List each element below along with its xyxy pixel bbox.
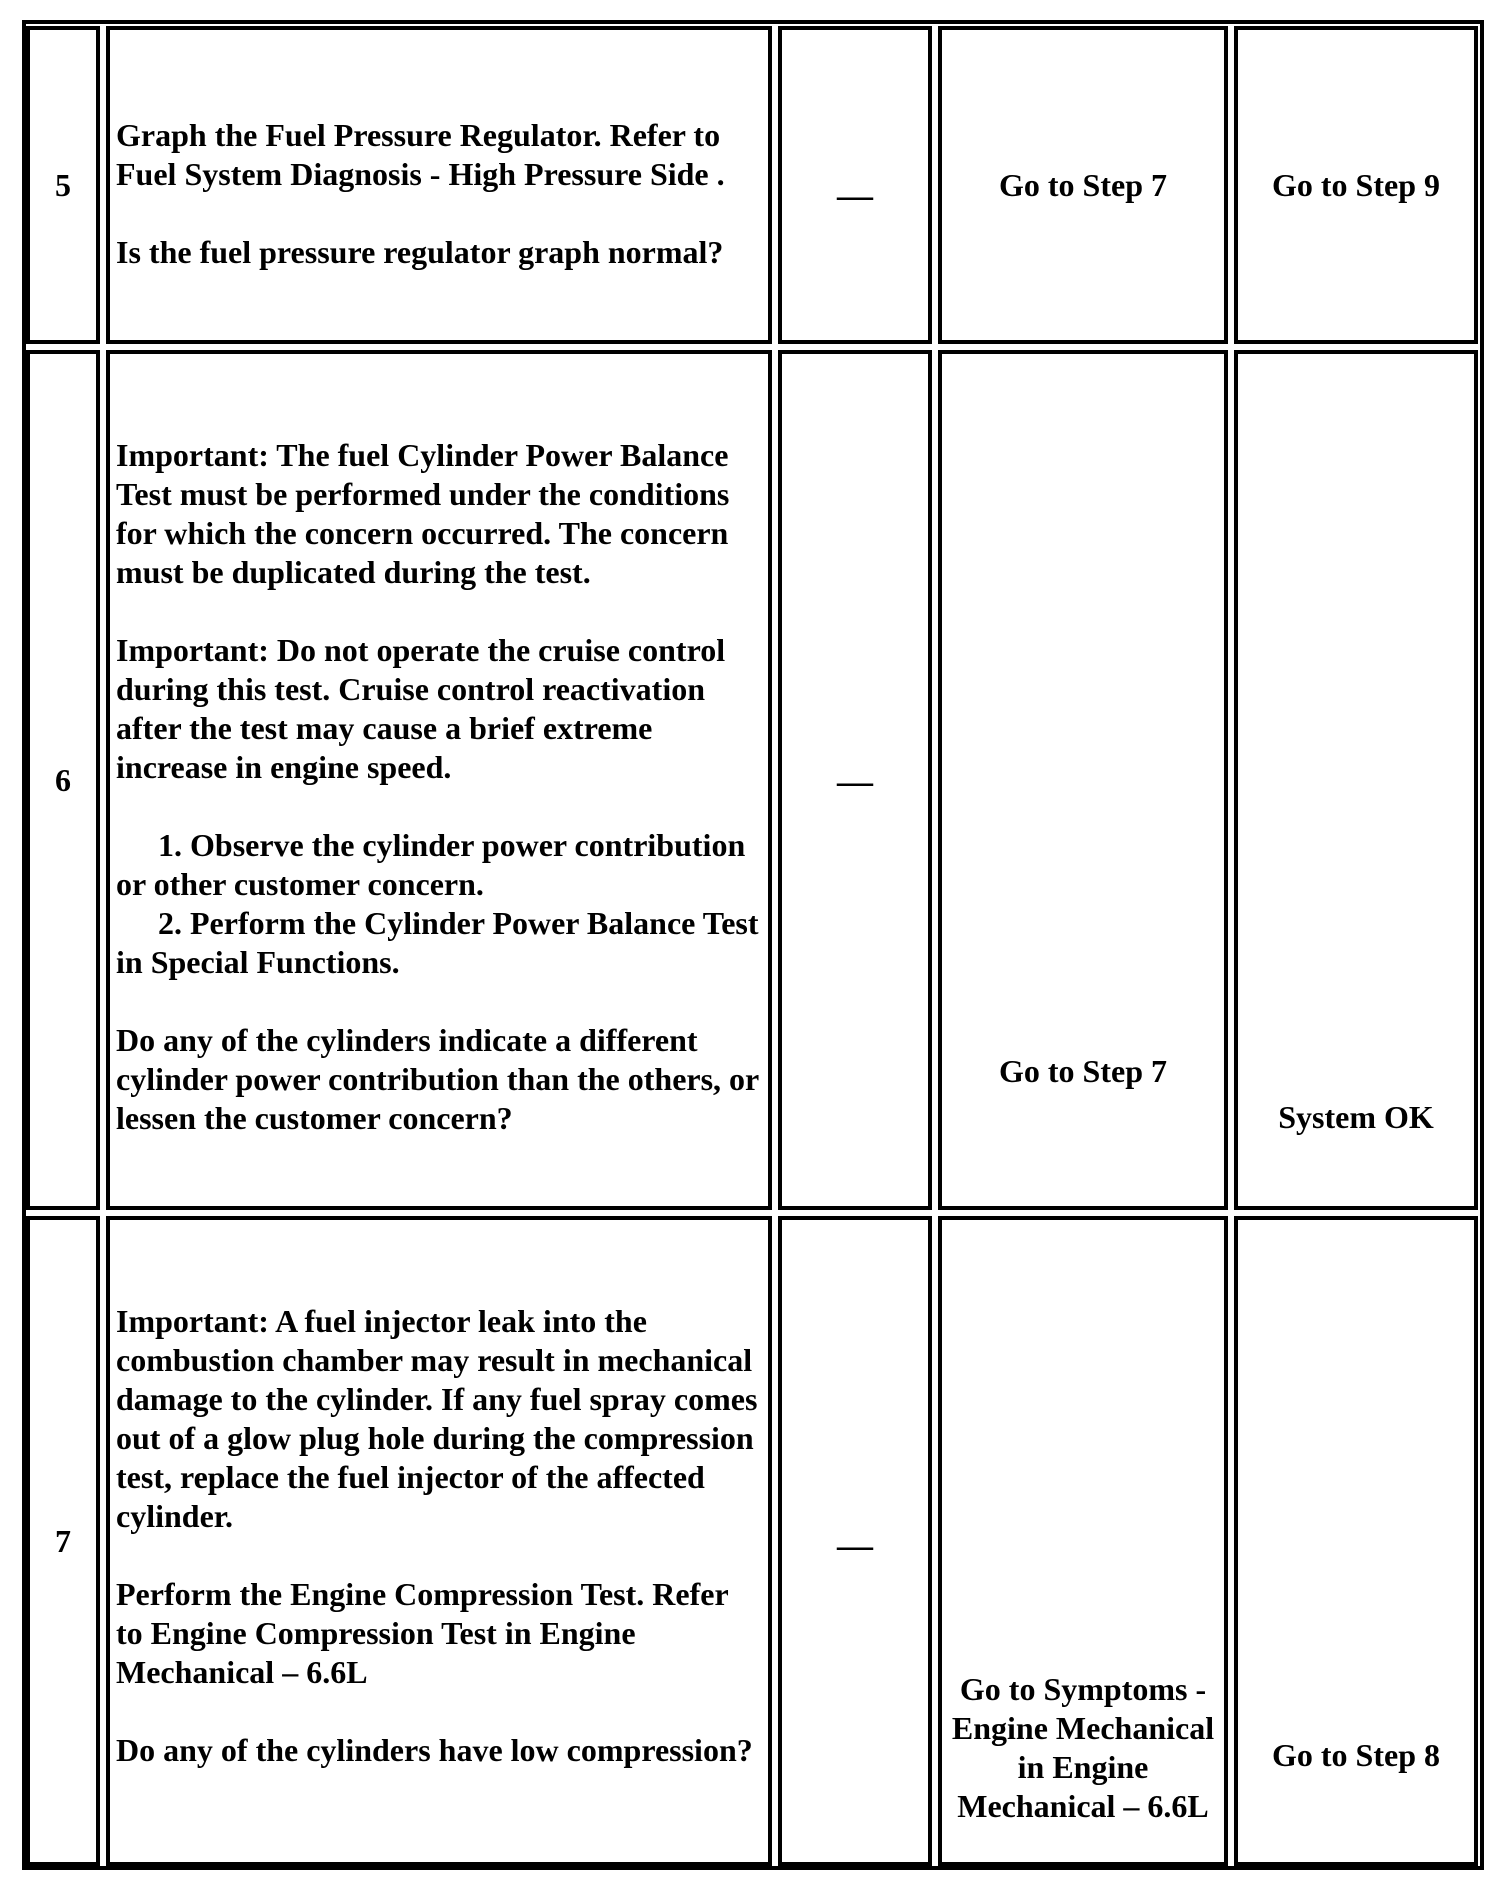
values-cell xyxy=(778,26,932,344)
no-cell xyxy=(1234,26,1478,344)
action-cell xyxy=(106,350,772,1210)
step-number-cell xyxy=(26,26,100,344)
values-cell xyxy=(778,350,932,1210)
no-link[interactable]: Go to Step 9 xyxy=(1272,166,1440,203)
question-text: Do any of the cylinders indicate a different cylinder power contribution than the others, or lessen the customer concern? xyxy=(116,1022,759,1136)
list-item xyxy=(116,826,762,904)
list-item-text: Perform the Cylinder Power Balance Test in Special Functions. xyxy=(116,905,759,980)
important-note-1: Important: The fuel Cylinder Power Balance Test must be performed under the conditions for which the concern occurred. The concern must be duplicated during the test. xyxy=(116,437,730,590)
yes-link[interactable]: Go to Symptoms - Engine Mechanical in Engine Mechanical – 6.6L xyxy=(951,1671,1215,1824)
important-note: Important: A fuel injector leak into the combustion chamber may result in mechanical damage to the cylinder. If any fuel spray comes out of a glow plug hole during the compression test, replace the fuel injector of the affected cylinder. xyxy=(116,1303,758,1534)
list-item-number: 1. xyxy=(158,827,182,863)
yes-cell xyxy=(938,26,1228,344)
step-number: 5 xyxy=(55,166,71,203)
yes-cell xyxy=(938,350,1228,1210)
step-number-cell xyxy=(26,350,100,1210)
values-dash: — xyxy=(837,175,873,215)
step-number: 7 xyxy=(55,1522,71,1559)
no-cell xyxy=(1234,1216,1478,1866)
action-text: Graph the Fuel Pressure Regulator. Refer to Fuel System Diagnosis - High Pressure Side . xyxy=(116,117,725,192)
action-cell xyxy=(106,26,772,344)
question-text: Is the fuel pressure regulator graph normal? xyxy=(116,234,724,270)
values-dash: — xyxy=(837,1525,873,1565)
no-link[interactable]: Go to Step 8 xyxy=(1272,1737,1440,1773)
yes-link[interactable]: Go to Step 7 xyxy=(999,1053,1167,1089)
list-item-number: 2. xyxy=(158,905,182,941)
step-number-cell xyxy=(26,1216,100,1866)
yes-link[interactable]: Go to Step 7 xyxy=(999,166,1167,203)
no-cell xyxy=(1234,350,1478,1210)
important-note-2: Important: Do not operate the cruise control during this test. Cruise control reactivation after the test may cause a brief extreme increase in engine speed. xyxy=(116,632,726,785)
values-cell xyxy=(778,1216,932,1866)
list-item-text: Observe the cylinder power contribution or other customer concern. xyxy=(116,827,746,902)
step-number: 6 xyxy=(55,761,71,798)
no-link[interactable]: System OK xyxy=(1278,1099,1434,1135)
values-dash: — xyxy=(837,761,873,801)
action-cell xyxy=(106,1216,772,1866)
list-item xyxy=(116,904,762,982)
question-text: Do any of the cylinders have low compression? xyxy=(116,1732,753,1768)
action-text: Perform the Engine Compression Test. Refer to Engine Compression Test in Engine Mechanical – 6.6L xyxy=(116,1576,729,1690)
yes-cell xyxy=(938,1216,1228,1866)
